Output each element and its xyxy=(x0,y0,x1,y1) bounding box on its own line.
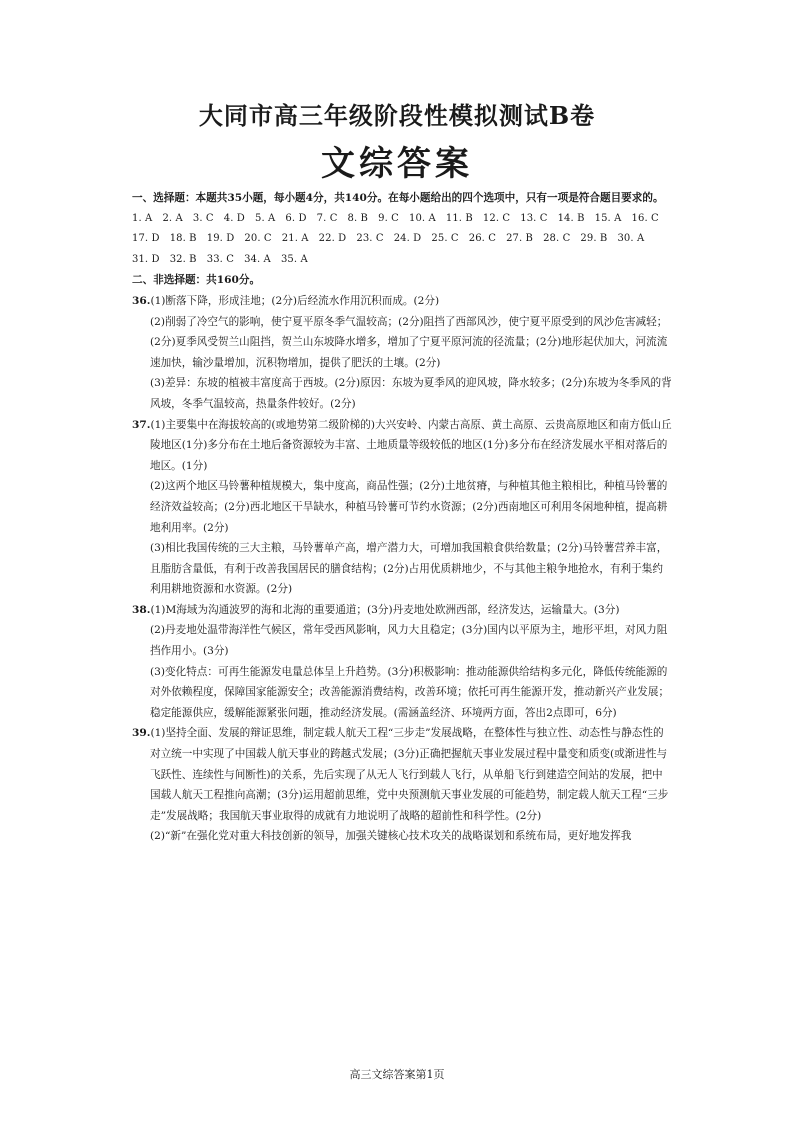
question-number: 37. xyxy=(132,418,151,431)
question-37-part-1: (1)主要集中在海拔较高的(或地势第二级阶梯的)大兴安岭、内蒙古高原、黄土高原、云贵高原地区和南方低山丘陵地区(1分)多分布在土地后备资源较为丰富、土地质量等级较低的地区(1分)多分布在经济发展水平相对落后的地区。(1分) xyxy=(150,418,672,472)
question-37 xyxy=(132,415,672,600)
page-subtitle: 文综答案 xyxy=(321,144,473,184)
question-number: 36. xyxy=(132,294,151,307)
question-36 xyxy=(132,291,672,415)
page-footer: 高三文综答案第1页 xyxy=(349,1068,445,1081)
question-39-part-1: (1)坚持全面、发展的辩证思维，制定载人航天工程“三步走”发展战略，在整体性与独立性、动态性与静态性的对立统一中实现了中国载人航天事业的跨越式发展；(3分)正确把握航天事业发展过程中量变和质变(或渐进性与飞跃性、连续性与间断性)的关系，先后实现了从无人飞行到载人飞行，从单船飞行到建造空间站的发展，把中国载人航天工程推向高潮；(3分)运用超前思维，党中央预测航天事业发展的可能趋势，制定载人航天工程“三步走”发展战略；我国航天事业取得的成就有力地说明了战略的超前性和科学性。(2分) xyxy=(150,727,669,822)
question-39 xyxy=(132,723,672,847)
question-38 xyxy=(132,600,672,724)
question-number: 39. xyxy=(132,727,151,740)
page-title: 大同市高三年级阶段性模拟测试B卷 xyxy=(198,101,596,130)
answer-row-2: 17. D 18. B 19. D 20. C 21. A 22. D 23. C 24. D 25. C 26. C 27. B 28. C 29. B 30. A xyxy=(132,233,645,245)
question-38-part-2: (2)丹麦地处温带海洋性气候区，常年受西风影响，风力大且稳定；(3分)国内以平原为主，地形平坦，对风力阻挡作用小。(3分) xyxy=(150,624,668,658)
question-37-part-2: (2)这两个地区马铃薯种植规模大，集中度高，商品性强；(2分)土地贫瘠，与种植其他主粮相比，种植马铃薯的经济效益较高；(2分)西北地区干旱缺水，种植马铃薯可节约水资源；(2分)西南地区可利用冬闲地种植，提高耕地利用率。(2分) xyxy=(150,480,668,534)
answer-content xyxy=(132,188,672,847)
question-36-part-2: (2)削弱了冷空气的影响，使宁夏平原冬季气温较高；(2分)阻挡了西部风沙，使宁夏平原受到的风沙危害减轻；(2分)夏季风受贺兰山阻挡，贺兰山东坡降水增多，增加了宁夏平原河流的径流量；(2分)地形起伏加大，河流流速加快，输沙量增加，沉积物增加，提供了肥沃的土壤。(2分) xyxy=(150,315,668,369)
question-39-part-2: (2)“新”在强化党对重大科技创新的领导，加强关键核心技术攻关的战略谋划和系统布局，更好地发挥我 xyxy=(150,830,632,843)
section-1-heading: 一、选择题：本题共35小题，每小题4分，共140分。在每小题给出的四个选项中，只有一项是符合题目要求的。 xyxy=(132,192,664,204)
answer-row-1: 1. A 2. A 3. C 4. D 5. A 6. D 7. C 8. B 9. C 10. A 11. B 12. C 13. C 14. B 15. A 16. C xyxy=(132,212,659,224)
question-36-part-1: (1)断落下降，形成洼地；(2分)后经流水作用沉积而成。(2分) xyxy=(150,294,440,307)
multiple-choice-answers xyxy=(132,209,672,271)
question-36-part-3: (3)差异：东坡的植被丰富度高于西坡。(2分)原因：东坡为夏季风的迎风坡，降水较多；(2分)东坡为冬季风的背风坡，冬季气温较高，热量条件较好。(2分) xyxy=(150,377,672,410)
question-37-part-3: (3)相比我国传统的三大主粮，马铃薯单产高，增产潜力大，可增加我国粮食供给数量；(2分)马铃薯营养丰富，且脂肪含量低，有利于改善我国居民的膳食结构；(2分)占用优质耕地少，不与其他主粮争地抢水，有利于集约利用耕地资源和水资源。(2分) xyxy=(150,542,668,596)
section-2-heading: 二、非选择题：共160分。 xyxy=(132,274,261,287)
question-number: 38. xyxy=(132,603,151,616)
question-38-part-3: (3)变化特点：可再生能源发电量总体呈上升趋势。(3分)积极影响：推动能源供给结构多元化，降低传统能源的对外依赖程度，保障国家能源安全；改善能源消费结构，改善环境；依托可再生能源开发，推动新兴产业发展；稳定能源供应，缓解能源紧张问题，推动经济发展。(需涵盖经济、环境两方面，答出2点即可，6分) xyxy=(150,665,670,719)
question-38-part-1: (1)M海域为沟通波罗的海和北海的重要通道；(3分)丹麦地处欧洲西部，经济发达，运输量大。(3分) xyxy=(150,603,620,616)
answer-row-3: 31. D 32. B 33. C 34. A 35. A xyxy=(132,253,308,265)
